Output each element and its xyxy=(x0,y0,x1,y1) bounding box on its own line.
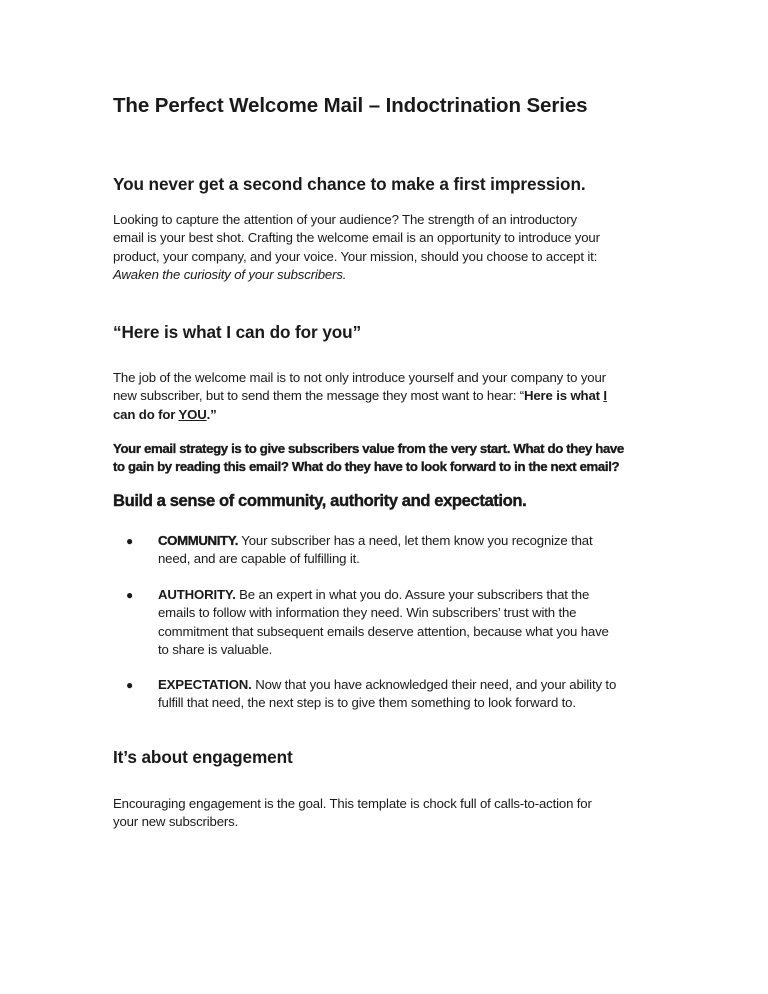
bullet-label: COMMUNITY. xyxy=(158,533,239,548)
text-run: new subscriber, but to send them the message they most want to hear: “ xyxy=(113,388,524,404)
bullet-text xyxy=(158,676,658,713)
bullet-line: emails to follow with information they need. Win subscribers’ trust with the xyxy=(158,605,577,621)
welcome-mail-paragraph xyxy=(113,369,658,424)
engagement-paragraph xyxy=(113,795,658,832)
section-heading-what-i-can-do: “Here is what I can do for you” xyxy=(113,322,362,342)
bullet-icon: ● xyxy=(126,678,134,692)
section-heading-first-impression: You never get a second chance to make a first impression. xyxy=(113,174,586,194)
bullet-label: AUTHORITY. xyxy=(158,587,236,602)
bullet-line: to share is valuable. xyxy=(158,641,273,657)
bullet-text xyxy=(158,532,658,569)
paragraph-line: your new subscribers. xyxy=(113,814,239,830)
bold-underlined-text: YOU xyxy=(178,406,207,422)
italic-mission-line: Awaken the curiosity of your subscribers. xyxy=(113,266,347,282)
strategy-line: Your email strategy is to give subscribers value from the very start. What do they have xyxy=(113,441,624,456)
bold-text: .” xyxy=(206,406,217,422)
paragraph-line xyxy=(113,387,658,405)
bullet-text xyxy=(158,586,658,659)
bold-underlined-text: I xyxy=(603,388,607,404)
strategy-paragraph xyxy=(113,440,658,477)
paragraph-line: Encouraging engagement is the goal. This template is chock full of calls-to-action for xyxy=(113,796,592,811)
intro-paragraph xyxy=(113,211,658,284)
bullet-icon: ● xyxy=(126,534,134,548)
text-run: Your subscriber has a need, let them know you recognize that xyxy=(238,533,593,548)
paragraph-line: Looking to capture the attention of your audience? The strength of an introductory xyxy=(113,212,577,227)
document-title: The Perfect Welcome Mail – Indoctrination Series xyxy=(113,94,588,117)
text-run: Be an expert in what you do. Assure your subscribers that the xyxy=(235,587,590,602)
bullet-line: commitment that subsequent emails deserve attention, because what you have xyxy=(158,623,609,639)
bullet-label: EXPECTATION. xyxy=(158,677,252,692)
paragraph-line: The job of the welcome mail is to not only introduce yourself and your company to your xyxy=(113,370,606,385)
community-authority-subheading: Build a sense of community, authority and expectation. xyxy=(113,491,527,510)
bullet-line: need, and are capable of fulfilling it. xyxy=(158,551,360,567)
bullet-line: fulfill that need, the next step is to give them something to look forward to. xyxy=(158,695,576,711)
paragraph-line xyxy=(113,406,658,424)
paragraph-line: product, your company, and your voice. Your mission, should you choose to accept it: xyxy=(113,248,598,264)
paragraph-line: email is your best shot. Crafting the welcome email is an opportunity to introduce your xyxy=(113,230,600,246)
bold-text: Here is what xyxy=(524,388,604,404)
bullet-icon: ● xyxy=(126,588,134,602)
section-heading-engagement: It’s about engagement xyxy=(113,747,293,767)
text-run: Now that you have acknowledged their need, and your ability to xyxy=(251,677,617,692)
strategy-line: to gain by reading this email? What do they have to look forward to in the next email? xyxy=(113,459,620,475)
bold-text: can do for xyxy=(113,406,179,422)
